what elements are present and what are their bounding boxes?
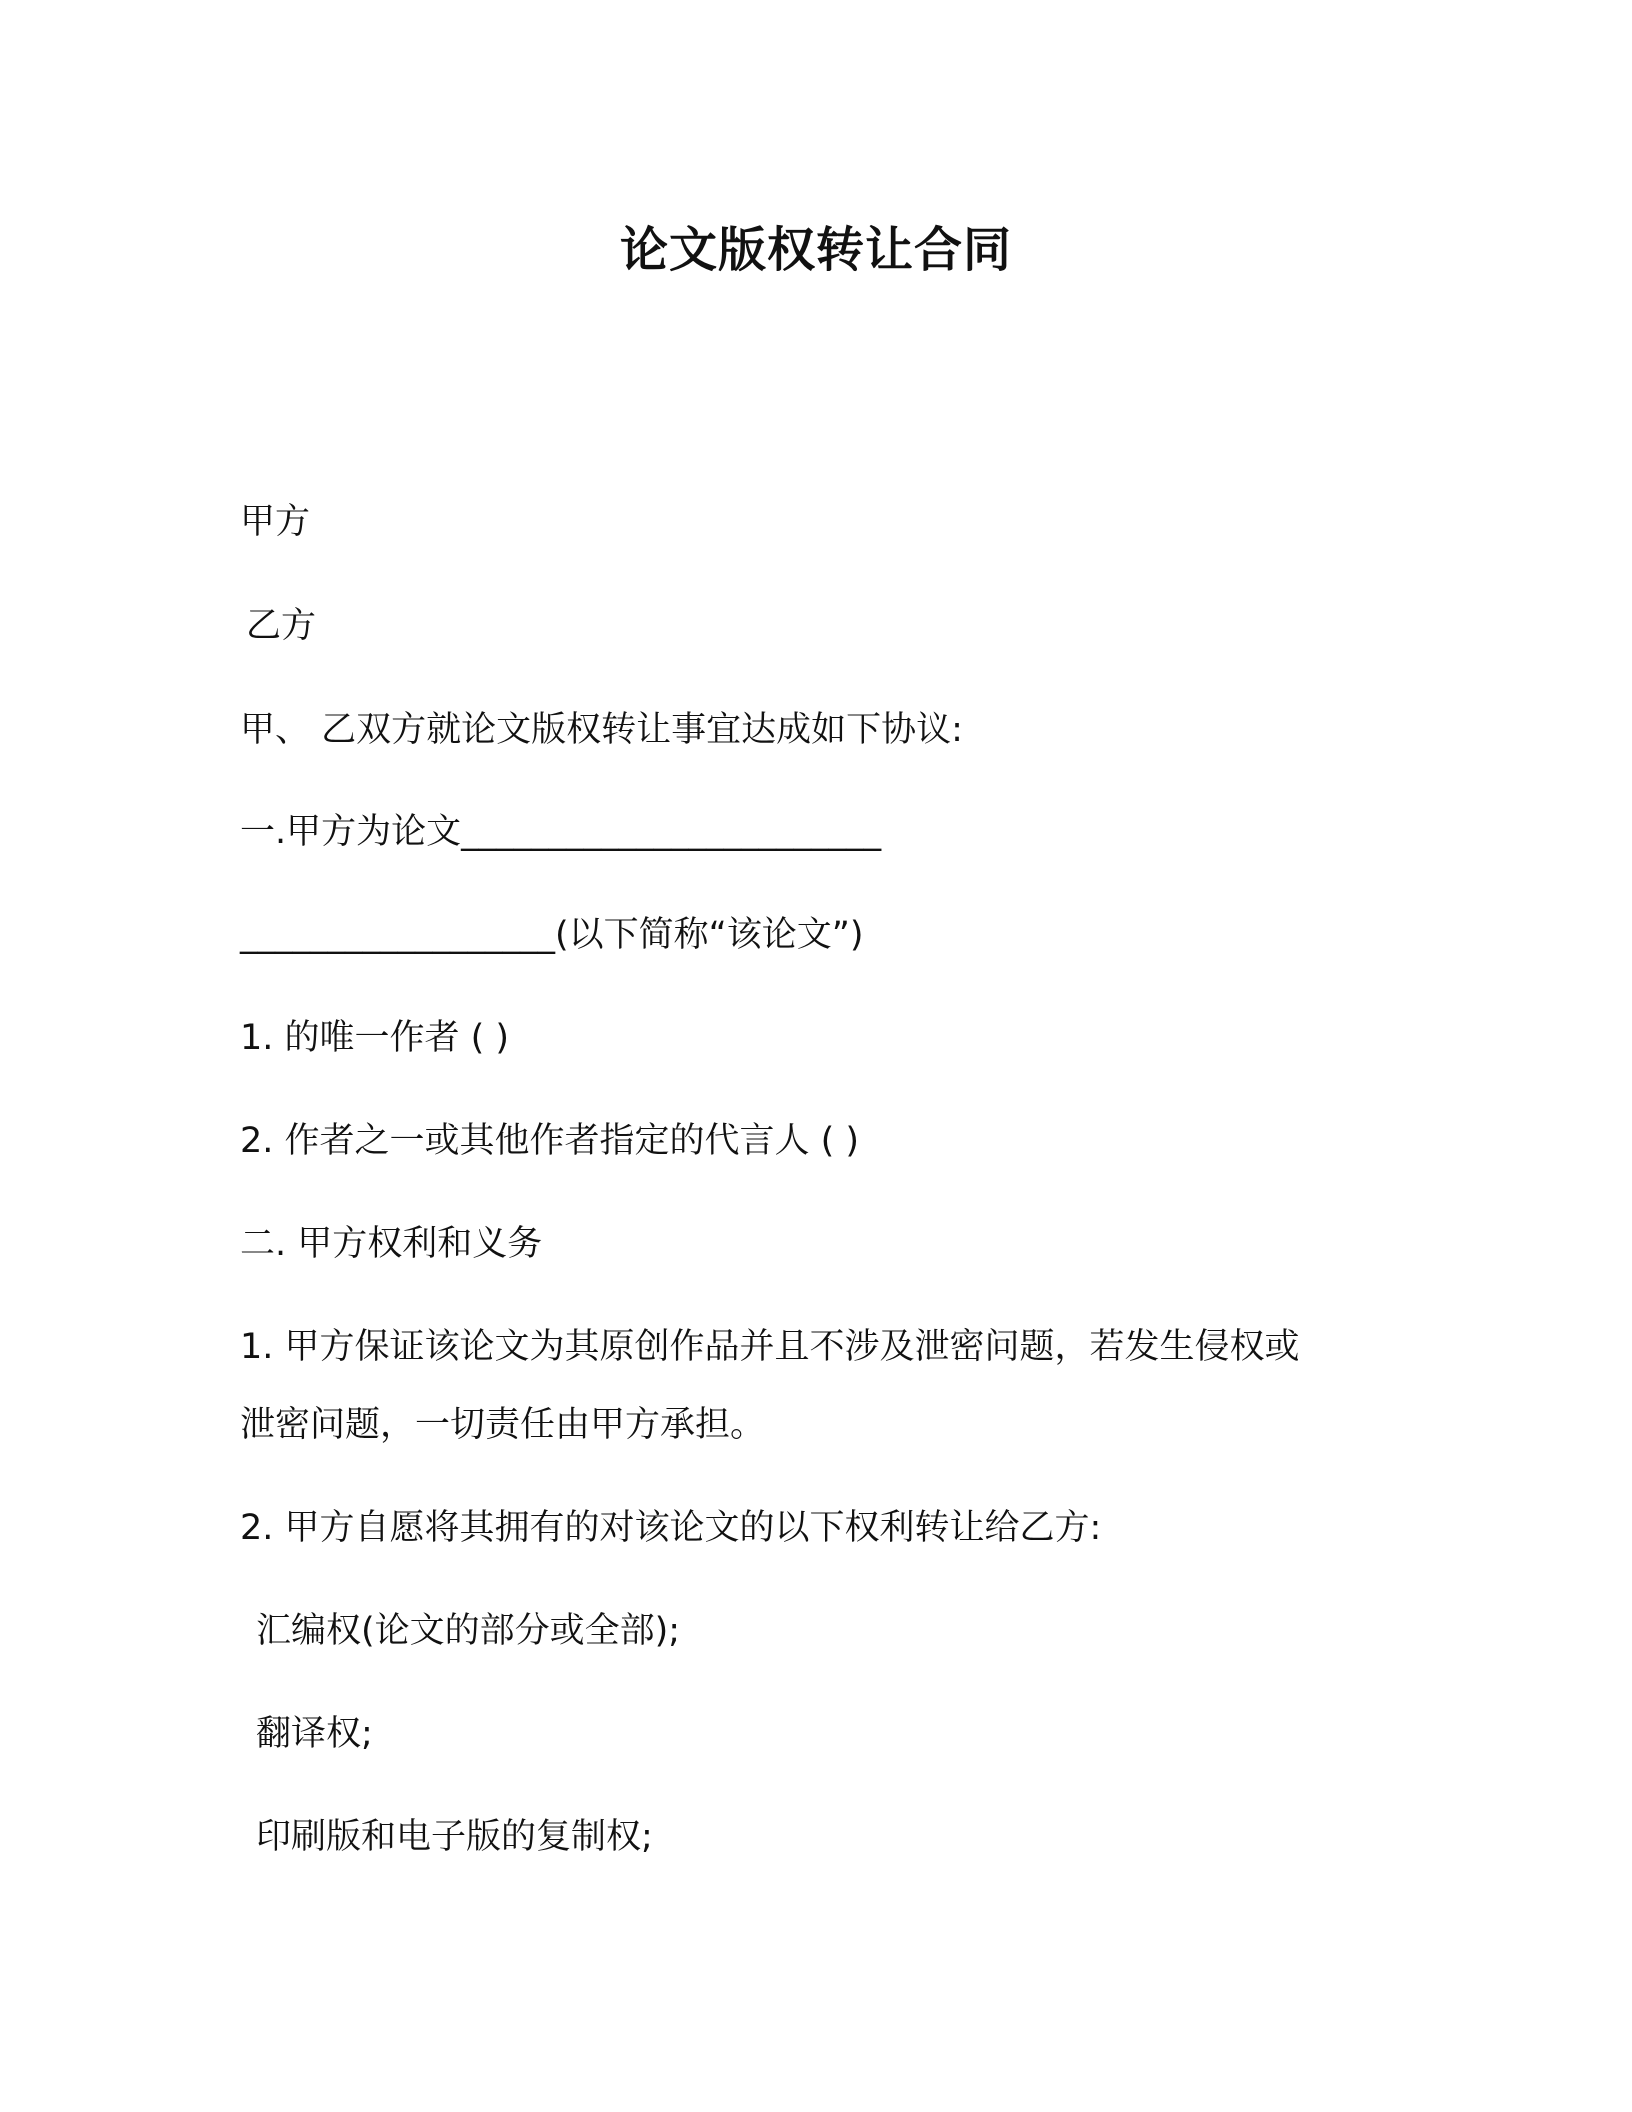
right-item: 翻译权;: [256, 1714, 373, 1754]
clause-2-item-1-line-1: 1. 甲方保证该论文为其原创作品并且不涉及泄密问题，若发生侵权或: [240, 1327, 1300, 1367]
right-item: 印刷版和电子版的复制权;: [256, 1817, 653, 1857]
clause-1-line-2: __________________(以下简称“该论文”): [240, 915, 864, 955]
clause-2-item-2: 2. 甲方自愿将其拥有的对该论文的以下权利转让给乙方:: [240, 1508, 1102, 1548]
party-a-label: 甲方: [240, 502, 311, 542]
clause-1-line-1: 一.甲方为论文________________________: [240, 812, 882, 852]
clause-1-option-1: 1. 的唯一作者 ( ): [240, 1018, 510, 1058]
agreement-intro: 甲、 乙双方就论文版权转让事宜达成如下协议:: [240, 710, 963, 750]
clause-2-item-1-line-2: 泄密问题，一切责任由甲方承担。: [240, 1405, 766, 1445]
right-item: 汇编权(论文的部分或全部);: [256, 1611, 681, 1651]
clause-2-heading: 二. 甲方权利和义务: [240, 1224, 543, 1264]
document-title: 论文版权转让合同: [619, 222, 1012, 278]
clause-1-option-2: 2. 作者之一或其他作者指定的代言人 ( ): [240, 1121, 860, 1161]
party-b-label: 乙方: [246, 606, 317, 646]
